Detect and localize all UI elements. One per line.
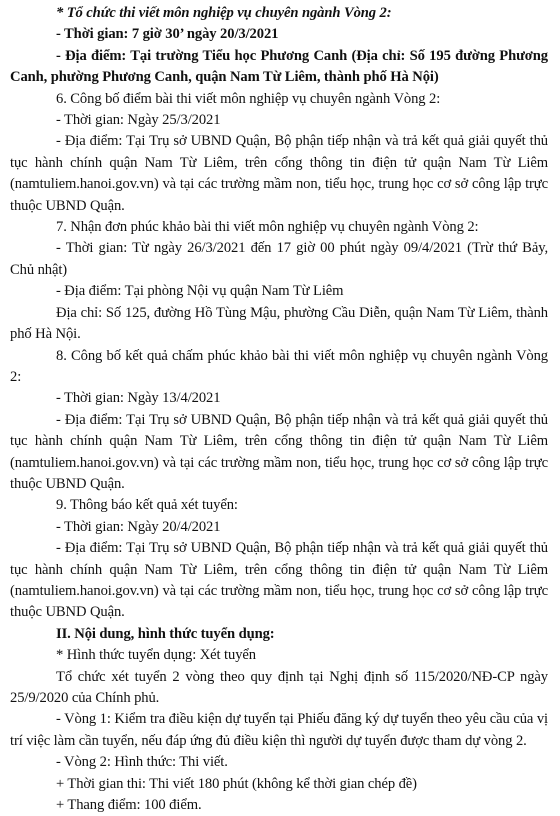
paragraph: - Thời gian: Ngày 20/4/2021 <box>56 518 221 535</box>
paragraph: - Địa điểm: Tại Trụ sở UBND Quận, Bộ phận tiếp nhận và trả kết quả giải quyết thủ tục hành chính quận Nam Từ Liêm, trên cổng thông tin điện tử quận Nam Từ Liêm (namtuliem.hanoi.gov.vn) và tại các trường mầm non, tiểu học, trung học cơ sở công lập trực thuộc UBND Quận. <box>10 133 548 214</box>
paragraph: - Thời gian: Từ ngày 26/3/2021 đến 17 giờ 00 phút ngày 09/4/2021 (Trừ thứ Bảy, Chủ nhật) <box>10 240 548 278</box>
paragraph: - Địa điểm: Tại phòng Nội vụ quận Nam Từ Liêm <box>56 283 344 300</box>
paragraph: - Địa điểm: Tại Trụ sở UBND Quận, Bộ phận tiếp nhận và trả kết quả giải quyết thủ tục hành chính quận Nam Từ Liêm, trên cổng thông tin điện tử quận Nam Từ Liêm (namtuliem.hanoi.gov.vn) và tại các trường mầm non, tiểu học, trung học cơ sở công lập trực thuộc UBND Quận. <box>10 540 548 621</box>
paragraph: * Hình thức tuyển dụng: Xét tuyển <box>56 647 256 664</box>
paragraph: 6. Công bố điểm bài thi viết môn nghiệp vụ chuyên ngành Vòng 2: <box>56 90 441 107</box>
paragraph: - Vòng 2: Hình thức: Thi viết. <box>56 754 228 771</box>
paragraph: - Thời gian: Ngày 13/4/2021 <box>56 390 221 407</box>
paragraph: Địa chỉ: Số 125, đường Hồ Tùng Mậu, phường Cầu Diễn, quận Nam Từ Liêm, thành phố Hà Nội. <box>10 304 548 343</box>
paragraph: Tổ chức xét tuyển 2 vòng theo quy định tại Nghị định số 115/2020/NĐ-CP ngày 25/9/2020 của Chính phủ. <box>10 668 548 706</box>
paragraph: - Thời gian: 7 giờ 30’ ngày 20/3/2021 <box>56 26 279 43</box>
paragraph: 7. Nhận đơn phúc khảo bài thi viết môn nghiệp vụ chuyên ngành Vòng 2: <box>56 219 479 236</box>
paragraph: + Thời gian thi: Thi viết 180 phút (không kể thời gian chép đề) <box>56 775 417 792</box>
paragraph: 9. Thông báo kết quả xét tuyển: <box>56 497 238 514</box>
paragraph: - Thời gian: Ngày 25/3/2021 <box>56 112 221 129</box>
paragraph: - Địa điểm: Tại Trụ sở UBND Quận, Bộ phận tiếp nhận và trả kết quả giải quyết thủ tục hành chính quận Nam Từ Liêm, trên cổng thông tin điện tử quận Nam Từ Liêm (namtuliem.hanoi.gov.vn) và tại các trường mầm non, tiểu học, trung học cơ sở công lập trực thuộc UBND Quận. <box>10 411 548 492</box>
paragraph: II. Nội dung, hình thức tuyển dụng: <box>56 625 275 642</box>
paragraph: - Địa điểm: Tại trường Tiểu học Phương Canh (Địa chỉ: Số 195 đường Phương Canh, phường Phương Canh, quận Nam Từ Liêm, thành phố Hà Nội) <box>10 47 548 86</box>
paragraph: * Tổ chức thi viết môn nghiệp vụ chuyên ngành Vòng 2: <box>56 5 392 21</box>
paragraph: - Vòng 1: Kiểm tra điều kiện dự tuyển tại Phiếu đăng ký dự tuyển theo yêu cầu của vị trí việc làm cần tuyển, nếu đáp ứng đủ điều kiện thì người dự tuyển được tham dự vòng 2. <box>10 711 548 749</box>
paragraph: + Thang điểm: 100 điểm. <box>56 797 202 814</box>
paragraph: 8. Công bố kết quả chấm phúc khảo bài thi viết môn nghiệp vụ chuyên ngành Vòng 2: <box>10 347 548 385</box>
